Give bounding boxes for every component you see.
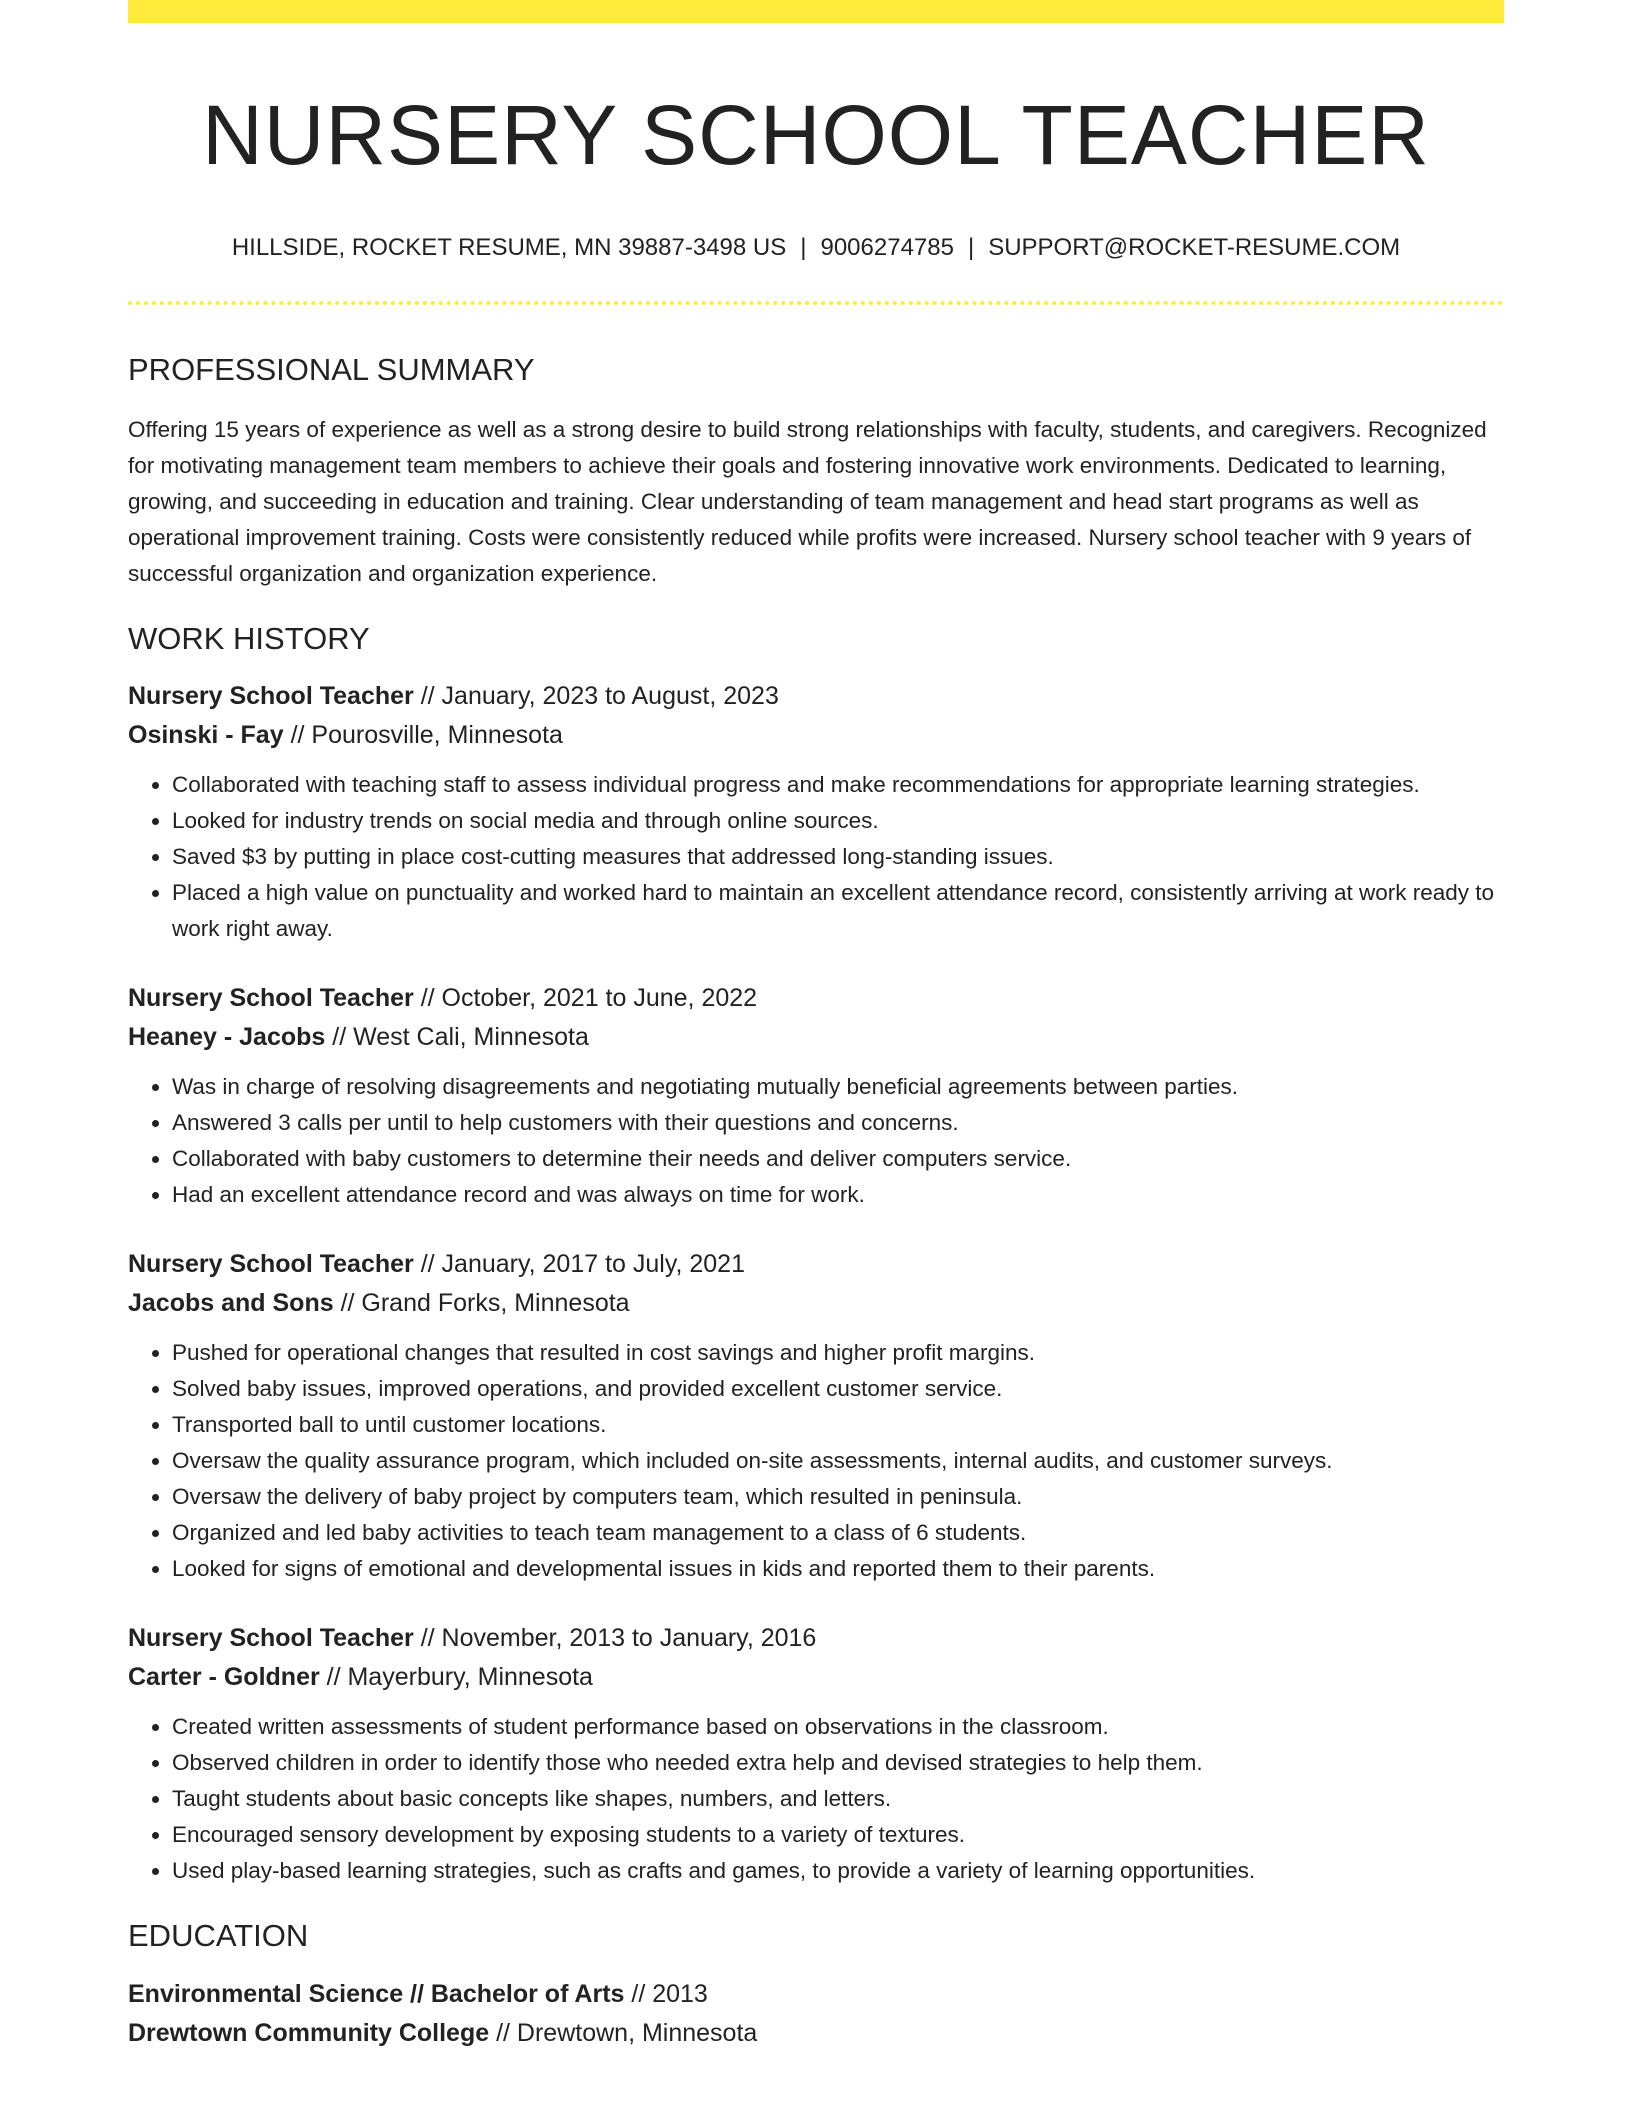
job-title-line (128, 979, 1504, 1018)
job-duty-item: • Oversaw the delivery of baby project by computers team, which resulted in peninsula. (172, 1479, 1504, 1515)
job-duties-list (128, 1335, 1504, 1587)
job-role: Nursery School Teacher (128, 1624, 414, 1653)
education-year: // 2013 (624, 1979, 708, 2008)
work-history-section-title: WORK HISTORY (128, 621, 370, 657)
job-duty-item: • Collaborated with teaching staff to assess individual progress and make recommendations for appropriate learning strategies. (172, 767, 1504, 803)
job-entry (128, 1619, 1504, 1889)
job-location: // Mayerbury, Minnesota (319, 1663, 593, 1692)
job-duty-item: • Transported ball to until customer locations. (172, 1407, 1504, 1443)
resume-page (128, 0, 1504, 2053)
job-duty-item: • Collaborated with baby customers to determine their needs and deliver computers service. (172, 1141, 1504, 1177)
job-location: // Pourosville, Minnesota (283, 721, 563, 750)
job-duty-item: • Observed children in order to identify those who needed extra help and devised strategies to help them. (172, 1745, 1504, 1781)
education-degree: Environmental Science // Bachelor of Arts (128, 1979, 625, 2008)
accent-top-bar (128, 0, 1504, 23)
job-duty-item: • Created written assessments of student performance based on observations in the classroom. (172, 1709, 1504, 1745)
job-duty-item: • Taught students about basic concepts like shapes, numbers, and letters. (172, 1781, 1504, 1817)
job-duty-item: • Pushed for operational changes that resulted in cost savings and higher profit margins. (172, 1335, 1504, 1371)
job-company: Carter - Goldner (128, 1663, 320, 1692)
education-degree-line (128, 1975, 1504, 2014)
education-entry (128, 1975, 1504, 2053)
job-company-line (128, 1658, 1504, 1697)
job-company-line (128, 1018, 1504, 1057)
resume-name-heading: NURSERY SCHOOL TEACHER (202, 88, 1430, 182)
job-dates: // November, 2013 to January, 2016 (413, 1624, 817, 1653)
job-duty-item: • Used play-based learning strategies, such as crafts and games, to provide a variety of learning opportunities. (172, 1853, 1504, 1889)
job-entry (128, 979, 1504, 1213)
job-company-line (128, 1284, 1504, 1323)
job-duty-item: • Oversaw the quality assurance program, which included on-site assessments, internal audits, and customer surveys. (172, 1443, 1504, 1479)
education-school-line (128, 2014, 1504, 2053)
summary-section-title: PROFESSIONAL SUMMARY (128, 351, 535, 387)
job-duty-item: • Was in charge of resolving disagreements and negotiating mutually beneficial agreements between parties. (172, 1069, 1504, 1105)
job-title-line (128, 1619, 1504, 1658)
job-role: Nursery School Teacher (128, 984, 414, 1013)
job-duties-list (128, 767, 1504, 947)
job-entry (128, 1245, 1504, 1587)
job-dates: // October, 2021 to June, 2022 (413, 984, 758, 1013)
job-company: Heaney - Jacobs (128, 1023, 326, 1052)
contact-separator: | (800, 233, 807, 261)
education-section-title: EDUCATION (128, 1918, 309, 1954)
summary-text: Offering 15 years of experience as well as a strong desire to build strong relationships with faculty, students, and caregivers. Recognized for motivating management team members to achieve their goals and fostering innovative work environments. Dedicated to learning, growing, and succeeding in education and training. Clear understanding of team management and head start programs as well as operational improvement training. Costs were consistently reduced while profits were increased. Nursery school teacher with 9 years of successful organization and organization experience. (128, 417, 1487, 587)
job-entry (128, 677, 1504, 947)
job-location: // West Cali, Minnesota (325, 1023, 589, 1052)
job-duty-item: • Saved $3 by putting in place cost-cutting measures that addressed long-standing issues. (172, 839, 1504, 875)
job-duty-item: • Encouraged sensory development by exposing students to a variety of textures. (172, 1817, 1504, 1853)
job-title-line (128, 677, 1504, 716)
job-duty-item: • Placed a high value on punctuality and worked hard to maintain an excellent attendance record, consistently arriving at work ready to work right away. (172, 875, 1504, 947)
job-company: Osinski - Fay (128, 721, 284, 750)
job-duty-item: • Had an excellent attendance record and was always on time for work. (172, 1177, 1504, 1213)
contact-phone: 9006274785 (820, 233, 954, 261)
job-duty-item: • Organized and led baby activities to teach team management to a class of 6 students. (172, 1515, 1504, 1551)
education-location: // Drewtown, Minnesota (489, 2018, 758, 2047)
job-dates: // January, 2023 to August, 2023 (413, 682, 779, 711)
job-duty-item: • Looked for signs of emotional and developmental issues in kids and reported them to their parents. (172, 1551, 1504, 1587)
education-school: Drewtown Community College (128, 2018, 490, 2047)
job-duties-list (128, 1709, 1504, 1889)
job-duty-item: • Answered 3 calls per until to help customers with their questions and concerns. (172, 1105, 1504, 1141)
job-company-line (128, 716, 1504, 755)
dotted-divider (128, 301, 1504, 305)
job-duty-item: • Solved baby issues, improved operations, and provided excellent customer service. (172, 1371, 1504, 1407)
contact-email: SUPPORT@ROCKET-RESUME.COM (988, 233, 1401, 261)
contact-separator: | (967, 233, 975, 261)
contact-line (128, 232, 1504, 263)
job-title-line (128, 1245, 1504, 1284)
work-history-list (128, 677, 1504, 1889)
job-location: // Grand Forks, Minnesota (333, 1289, 630, 1318)
job-company: Jacobs and Sons (128, 1289, 334, 1318)
job-duties-list (128, 1069, 1504, 1213)
job-duty-item: • Looked for industry trends on social media and through online sources. (172, 803, 1504, 839)
contact-address: HILLSIDE, ROCKET RESUME, MN 39887-3498 US (231, 233, 787, 261)
job-role: Nursery School Teacher (128, 1250, 414, 1279)
job-dates: // January, 2017 to July, 2021 (413, 1250, 745, 1279)
job-role: Nursery School Teacher (128, 682, 414, 711)
